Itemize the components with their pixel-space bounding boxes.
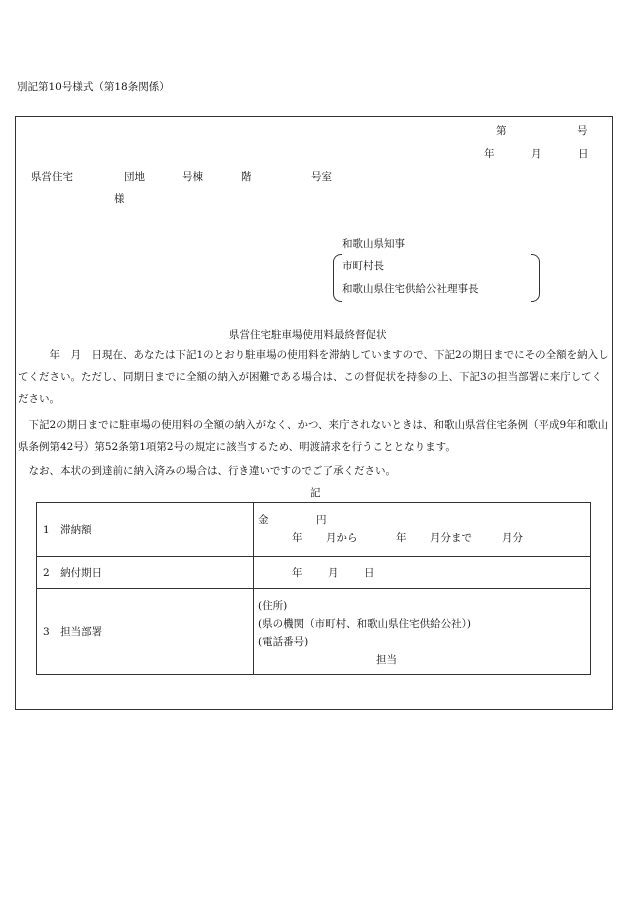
- date-year: 年: [484, 148, 495, 160]
- row2-label: 2 納付期日: [37, 557, 254, 589]
- body-paragraph-3: なお、本状の到達前に納入済みの場合は、行き違いですのでご了承ください。: [18, 465, 396, 477]
- recipient-goushitsu: 号室: [311, 171, 332, 183]
- row2-tsuki: 月: [328, 567, 339, 579]
- row1-nen2: 年: [396, 532, 407, 544]
- row1-until: 月分まで: [430, 532, 472, 544]
- table-row: [37, 503, 591, 557]
- sender-line3: 和歌山県住宅供給公社理事長: [342, 283, 479, 295]
- recipient-prefix: 県営住宅: [31, 171, 73, 183]
- row2-value: [254, 557, 591, 589]
- sender-bracket-left: [333, 254, 342, 302]
- sender-line2: 市町村長: [342, 260, 384, 272]
- row3-tantou: 担当: [376, 654, 397, 666]
- row1-value: [254, 503, 591, 557]
- row3-label: 3 担当部署: [37, 589, 254, 675]
- row1-from: 月から: [326, 532, 358, 544]
- row1-kin: 金: [258, 514, 269, 526]
- date-month: 月: [531, 148, 542, 160]
- form-id: 別記第10号様式（第18条関係）: [17, 81, 170, 93]
- sender-line1: 和歌山県知事: [342, 238, 405, 250]
- row3-agency: (県の機関（市町村、和歌山県住宅供給公社）): [258, 618, 471, 630]
- ki-heading: 記: [310, 487, 321, 499]
- row2-nen: 年: [292, 567, 303, 579]
- table-row: [37, 589, 591, 675]
- row1-label: 1 滞納額: [37, 503, 254, 557]
- row1-getsubun: 月分: [502, 532, 523, 544]
- document-title: 県営住宅駐車場使用料最終督促状: [229, 329, 387, 341]
- recipient-kai: 階: [241, 171, 252, 183]
- recipient-sama: 様: [114, 193, 125, 205]
- body-paragraph-1: 年 月 日現在、あなたは下記1のとおり駐車場の使用料を滞納していますので、下記2の期日までにその全額を納入してください。ただし、同期日までに全額の納入が困難である場合は、この督促状を持参の上、下記3の担当部署に来庁してください。: [18, 349, 609, 405]
- body-paragraph-2: 下記2の期日までに駐車場の使用料の全額の納入がなく、かつ、来庁されないときは、和歌山県営住宅条例（平成9年和歌山県条例第42号）第52条第1項第2号の規定に該当するため、明渡請求を行うこととなります。: [18, 419, 609, 453]
- date-day: 日: [578, 148, 589, 160]
- row2-hi: 日: [364, 567, 375, 579]
- number-go: 号: [577, 125, 588, 137]
- recipient-gotou: 号棟: [182, 171, 203, 183]
- number-dai: 第: [496, 125, 507, 137]
- detail-table: [36, 502, 591, 675]
- row3-address: (住所): [258, 600, 288, 612]
- row1-en: 円: [316, 514, 327, 526]
- recipient-danchi: 団地: [124, 171, 145, 183]
- sender-bracket-right: [531, 254, 540, 302]
- row3-value: [254, 589, 591, 675]
- row3-phone: (電話番号): [258, 636, 309, 648]
- row1-nen1: 年: [292, 532, 303, 544]
- table-row: [37, 557, 591, 589]
